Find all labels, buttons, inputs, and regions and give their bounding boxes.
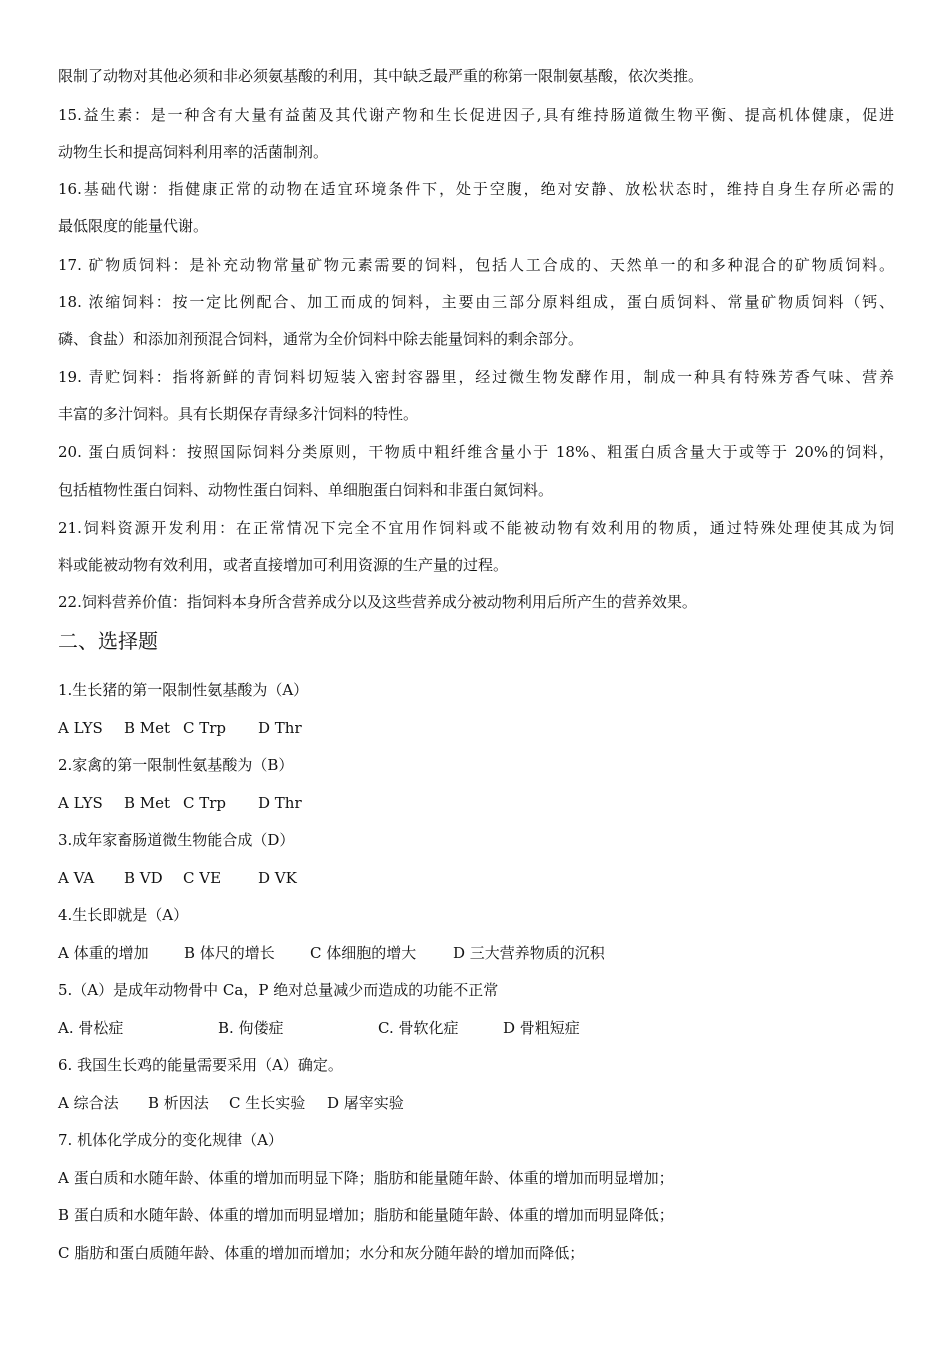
question-3-option-b: B VD [124, 869, 163, 887]
question-1-option-d: D Thr [258, 719, 302, 737]
question-1-option-c: C Trp [183, 719, 227, 737]
definition-20-line-2: 包括植物性蛋白饲料、动物性蛋白饲料、单细胞蛋白饲料和非蛋白氮饲料。 [58, 481, 554, 499]
definition-14-continuation: 限制了动物对其他必须和非必须氨基酸的利用，其中缺乏最严重的称第一限制氨基酸，依次类推。 [58, 67, 704, 85]
question-1: 1.生长猪的第一限制性氨基酸为（A） [58, 681, 309, 699]
question-6-option-a: A 综合法 [58, 1094, 119, 1112]
question-5-option-c: C. 骨软化症 [378, 1019, 459, 1037]
definition-21-line-1: 21.饲料资源开发利用：在正常情况下完全不宜用作饲料或不能被动物有效利用的物质，通过特殊处理使其成为饲 [58, 519, 894, 537]
question-3: 3.成年家畜肠道微生物能合成（D） [58, 831, 295, 849]
definition-15-line-1: 15.益生素：是一种含有大量有益菌及其代谢产物和生长促进因子,具有维持肠道微生物平衡、提高机体健康，促进 [58, 106, 894, 124]
question-7-option-c: C 脂肪和蛋白质随年龄、体重的增加而增加；水分和灰分随年龄的增加而降低； [58, 1244, 585, 1262]
question-4-option-c: C 体细胞的增大 [310, 944, 417, 962]
definition-18-line-2: 磷、食盐）和添加剂预混合饲料，通常为全价饲料中除去能量饲料的剩余部分。 [58, 330, 584, 348]
definition-19-line-2: 丰富的多汁饲料。具有长期保存青绿多汁饲料的特性。 [58, 405, 419, 423]
question-5-option-a: A. 骨松症 [58, 1019, 124, 1037]
definition-15-line-2: 动物生长和提高饲料利用率的活菌制剂。 [58, 143, 329, 161]
definition-22: 22.饲料营养价值：指饲料本身所含营养成分以及这些营养成分被动物利用后所产生的营养效果。 [58, 593, 697, 611]
definition-21-line-2: 料或能被动物有效利用，或者直接增加可利用资源的生产量的过程。 [58, 556, 509, 574]
definition-16-line-1: 16.基础代谢：指健康正常的动物在适宜环境条件下，处于空腹，绝对安静、放松状态时，维持自身生存所必需的 [58, 180, 894, 198]
definition-18-line-1: 18. 浓缩饲料：按一定比例配合、加工而成的饲料，主要由三部分原料组成，蛋白质饲料、常量矿物质饲料（钙、 [58, 293, 894, 311]
question-4: 4.生长即就是（A） [58, 906, 189, 924]
question-6-option-c: C 生长实验 [229, 1094, 306, 1112]
question-2-option-a: A LYS [58, 794, 103, 812]
question-7-option-b: B 蛋白质和水随年龄、体重的增加而明显增加；脂肪和能量随年龄、体重的增加而明显降低； [58, 1206, 674, 1224]
question-3-option-d: D VK [258, 869, 297, 887]
question-1-option-a: A LYS [58, 719, 103, 737]
question-2-option-b: B Met [124, 794, 171, 812]
question-5: 5.（A）是成年动物骨中 Ca，P 绝对总量减少而造成的功能不正常 [58, 981, 499, 999]
question-6-option-d: D 屠宰实验 [327, 1094, 404, 1112]
question-7-option-a: A 蛋白质和水随年龄、体重的增加而明显下降；脂肪和能量随年龄、体重的增加而明显增加； [58, 1169, 674, 1187]
question-1-option-b: B Met [124, 719, 171, 737]
question-4-option-b: B 体尺的增长 [184, 944, 275, 962]
definition-17: 17. 矿物质饲料：是补充动物常量矿物元素需要的饲料，包括人工合成的、天然单一的和多种混合的矿物质饲料。 [58, 256, 894, 274]
question-2-option-c: C Trp [183, 794, 227, 812]
question-5-option-d: D 骨粗短症 [503, 1019, 580, 1037]
question-2-option-d: D Thr [258, 794, 302, 812]
question-2: 2.家禽的第一限制性氨基酸为（B） [58, 756, 294, 774]
question-6-option-b: B 析因法 [148, 1094, 209, 1112]
definition-16-line-2: 最低限度的能量代谢。 [58, 217, 209, 235]
definition-19-line-1: 19. 青贮饲料：指将新鲜的青饲料切短装入密封容器里，经过微生物发酵作用，制成一种具有特殊芳香气味、营养 [58, 368, 894, 386]
question-3-option-c: C VE [183, 869, 222, 887]
section-title: 二、选择题 [58, 629, 158, 653]
question-4-option-a: A 体重的增加 [58, 944, 149, 962]
question-4-option-d: D 三大营养物质的沉积 [453, 944, 605, 962]
question-7: 7. 机体化学成分的变化规律（A） [58, 1131, 283, 1149]
question-5-option-b: B. 佝偻症 [218, 1019, 284, 1037]
question-3-option-a: A VA [58, 869, 95, 887]
definition-20-line-1: 20. 蛋白质饲料：按照国际饲料分类原则，干物质中粗纤维含量小于 18%、粗蛋白质含量大于或等于 20%的饲料， [58, 443, 894, 461]
question-6: 6. 我国生长鸡的能量需要采用（A）确定。 [58, 1056, 343, 1074]
